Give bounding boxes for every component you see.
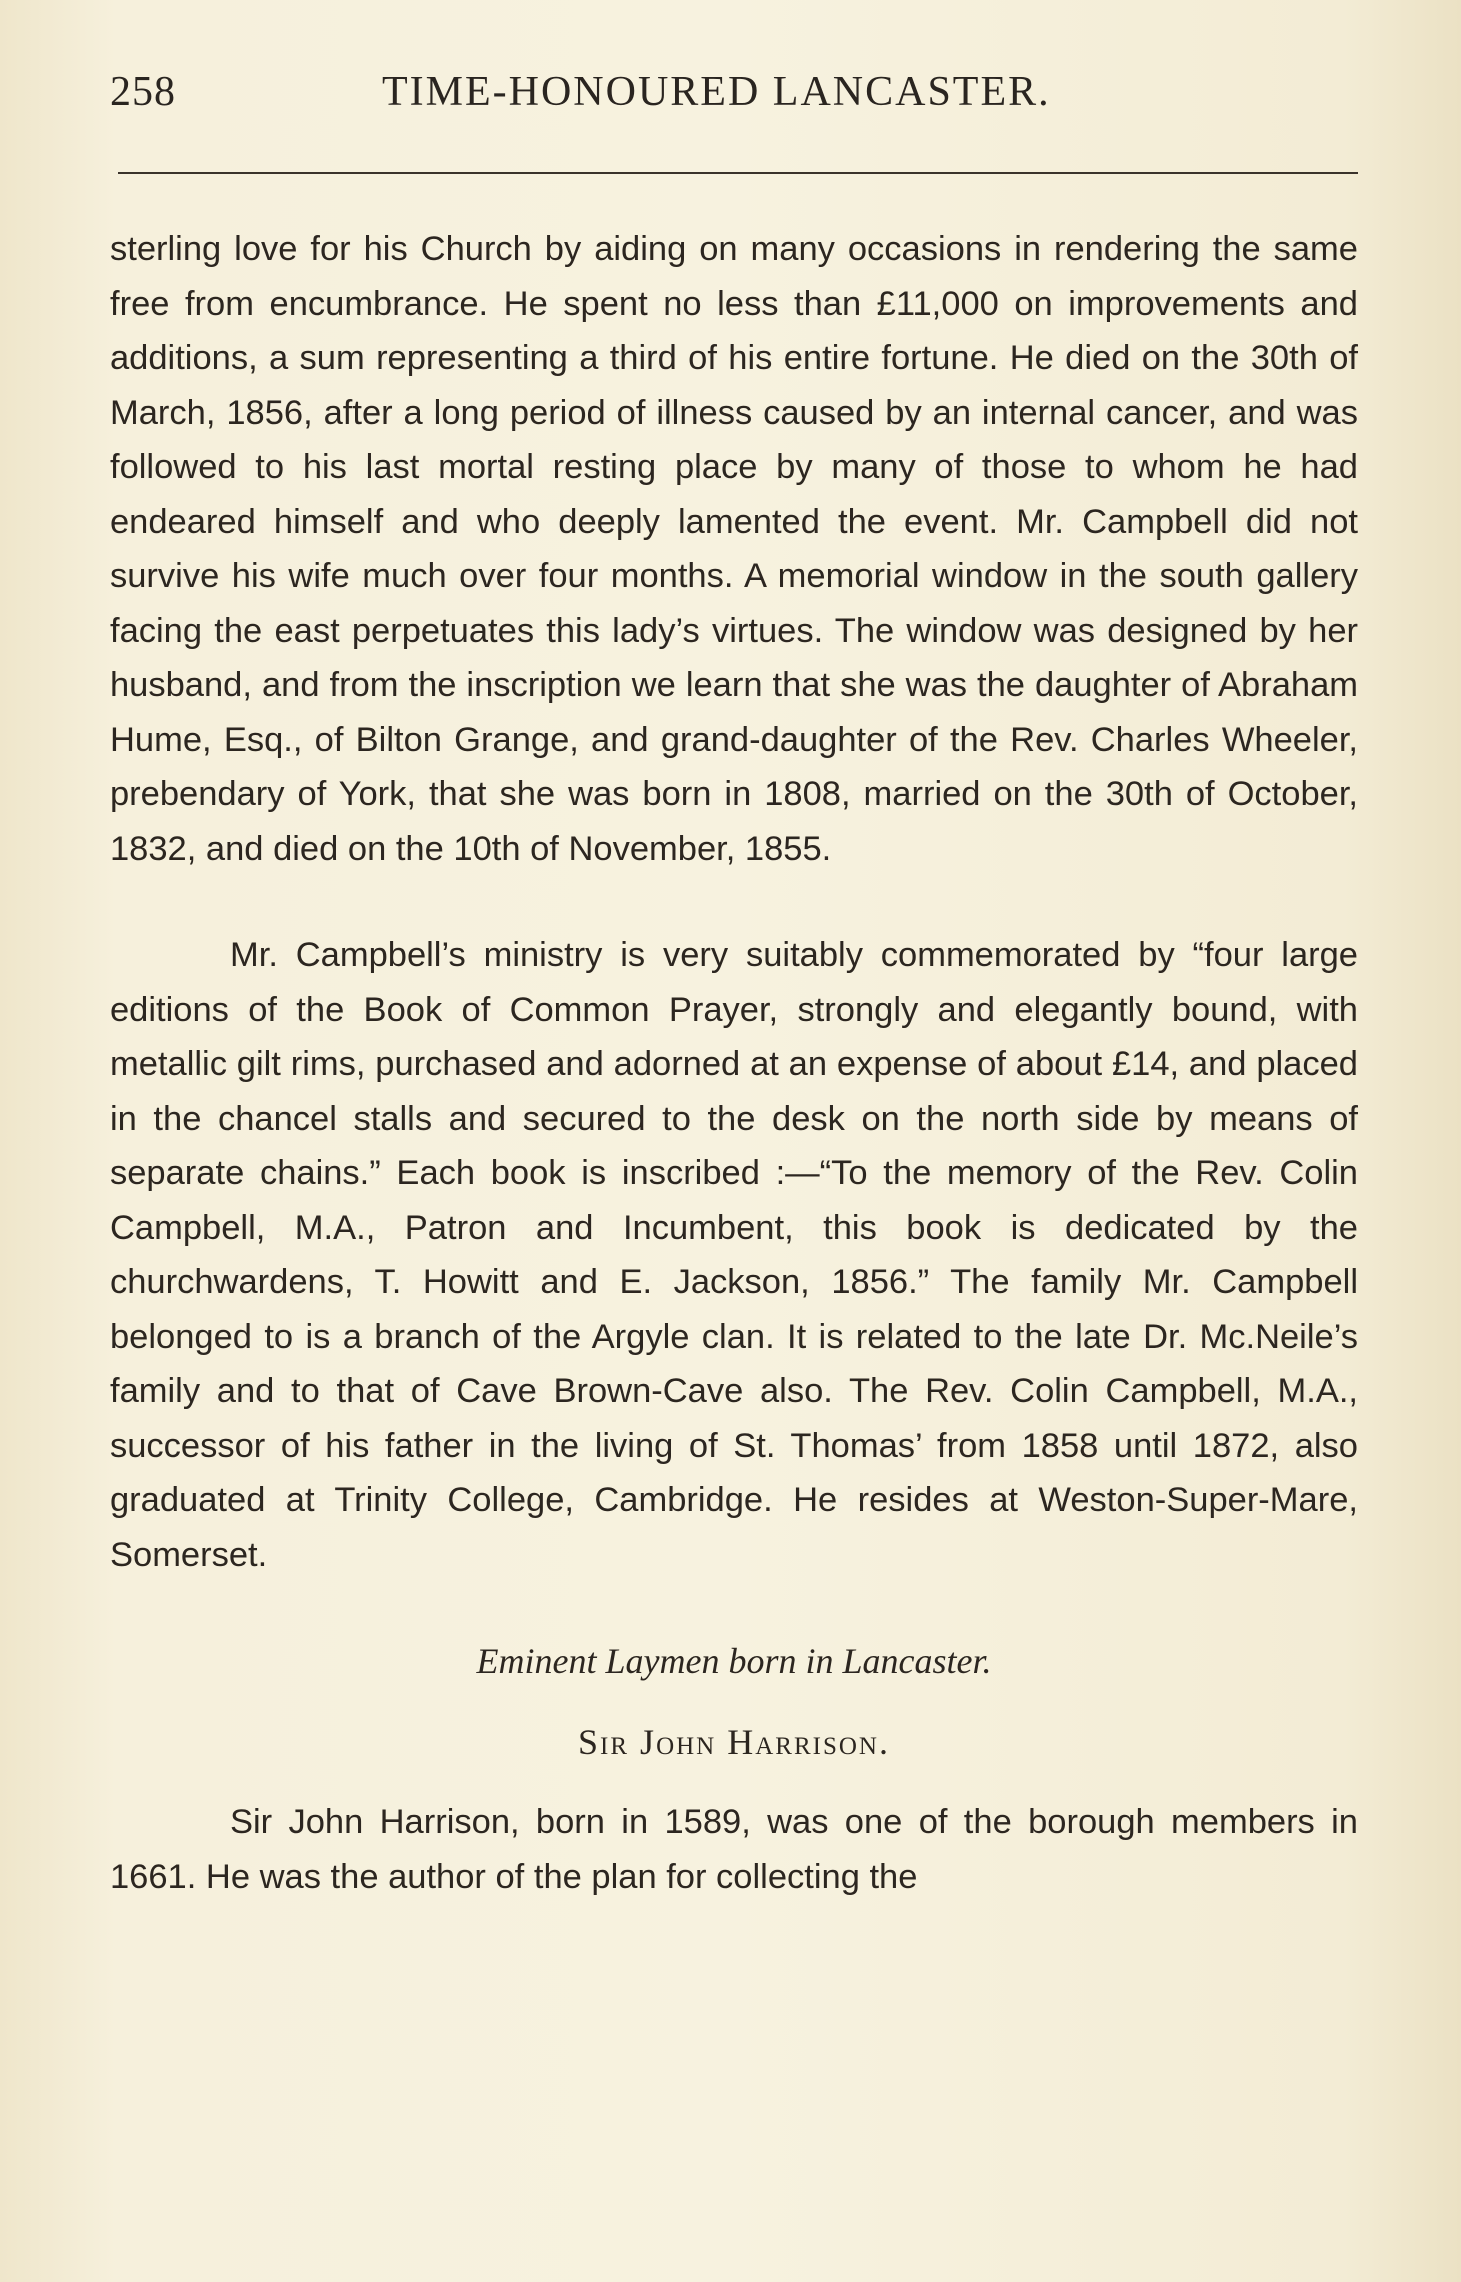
running-head [110,68,1360,128]
person-heading: Sir John Harrison. [578,1721,890,1762]
page-number: 258 [110,69,176,115]
paragraph-harrison: Sir John Harrison, born in 1589, was one of the borough members in 1661. He was the author of the plan for collecting the [110,1803,1358,1896]
header-rule [118,172,1358,174]
paragraph-campbell-ministry: Mr. Campbell’s ministry is very suitably commemorated by “four large editions of the Book of Common Prayer, strongly and elegantly bound, with metallic gilt rims, purchased and adorned at an expense of about £14, and placed in the chancel stalls and secured to the desk on the north side by means of separate chains.” Each book is inscribed :—“To the memory of the Rev. Colin Campbell, M.A., Patron and Incumbent, this book is dedicated by the churchwardens, T. Howitt and E. Jackson, 1856.” The family Mr. Campbell belonged to is a branch of the Argyle clan. It is related to the late Dr. Mc.Neile’s family and to that of Cave Brown-Cave also. The Rev. Colin Campbell, M.A., successor of his father in the living of St. Thomas’ from 1858 until 1872, also graduated at Trinity College, Cambridge. He resides at Weston-Super-Mare, Somerset. [110,936,1358,1574]
running-title: TIME-HONOURED LANCASTER. [382,69,1051,115]
body-text [110,222,1358,1904]
section-heading: Eminent Laymen born in Lancaster. [476,1641,992,1681]
paragraph-continued: sterling love for his Church by aiding on many occasions in rendering the same free from encumbrance. He spent no less than £11,000 on improvements and additions, a sum representing a third of his entire fortune. He died on the 30th of March, 1856, after a long period of illness caused by an internal cancer, and was followed to his last mortal resting place by many of those to whom he had endeared himself and who deeply lamented the event. Mr. Campbell did not survive his wife much over four months. A memorial window in the south gallery facing the east perpetuates this lady’s virtues. The window was designed by her husband, and from the inscription we learn that she was the daughter of Abraham Hume, Esq., of Bilton Grange, and grand-daughter of the Rev. Charles Wheeler, prebendary of York, that she was born in 1808, married on the 30th of October, 1832, and died on the 10th of November, 1855. [110,230,1358,868]
